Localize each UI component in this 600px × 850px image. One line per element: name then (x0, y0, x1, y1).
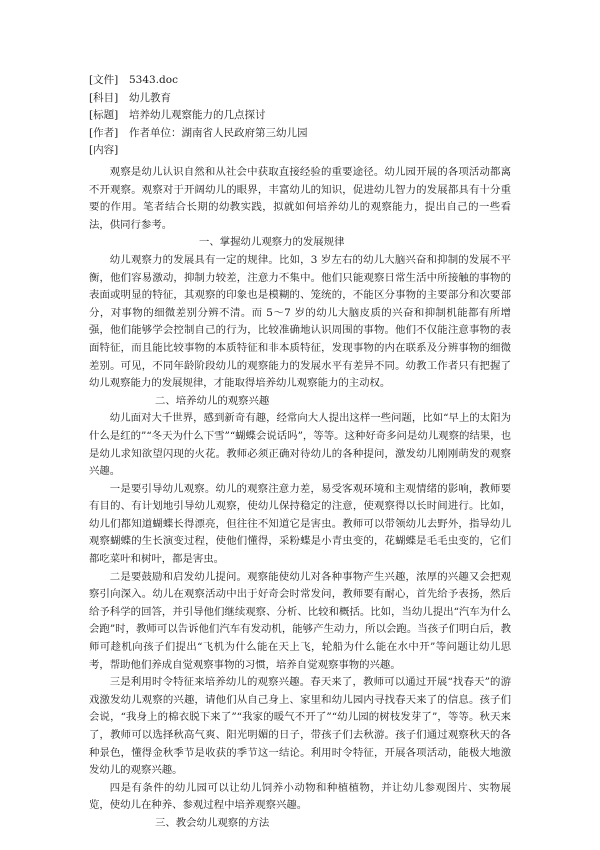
meta-file-key: [文件] (89, 74, 119, 86)
section-2-paragraph-4: 三是利用时令特征来培养幼儿的观察兴趣。春天来了，教师可以通过开展“找春天”的游戏激发幼儿观察的兴趣，请他们从自己身上、家里和幼儿园内寻找春天来了的信息。孩子们会说，“我身上的棉衣脱下来了”“我家的暖气不开了”“幼儿园的树枝发芽了”，等等。秋天来了，教师可以选择秋高气爽、阳光明媚的日子，带孩子们去秋游。孩子们通过观察秋天的各种景色，懂得金秋季节是收获的季节这一结论。利用时令特征，开展各项活动，能极大地激发幼儿的观察兴趣。 (89, 676, 511, 777)
section-2-paragraph-3: 二是要鼓励和启发幼儿提问。观察能使幼儿对各种事物产生兴趣，浓厚的兴趣又会把观察引向深入。幼儿在观察活动中出于好奇会时常发问，教师要有耐心，首先给予表扬，然后给予科学的回答，并引导他们继续观察、分析、比较和概括。比如，当幼儿提出“汽车为什么会跑”时，教师可以告诉他们汽车有发动机，能够产生动力，所以会跑。当孩子们明白后，教师可趁机向孩子们提出“飞机为什么能在天上飞，轮船为什么能在水中开”等问题让幼儿思考，帮助他们养成自觉观察事物的习惯，培养自觉观察事物的兴趣。 (89, 570, 511, 671)
section-3-heading: 三、教会幼儿观察的方法 (155, 816, 270, 829)
section-2-paragraph-1: 幼儿面对大千世界，感到新奇有趣，经常向大人提出这样一些问题，比如“早上的太阳为什么是红的”“冬天为什么下雪”“蝴蝶会说话吗”，等等。这种好奇多问是幼儿观察的结果，也是幼儿求知欲望闪现的火花。教师必须正确对待幼儿的各种提问，激发幼儿刚刚萌发的观察兴趣。 (89, 412, 511, 478)
section-1-heading: 一、掌握幼儿观察力的发展规律 (199, 236, 345, 249)
meta-title-value: 培养幼儿观察能力的几点探讨 (129, 109, 266, 121)
meta-file-value: 5343.doc (129, 74, 178, 86)
meta-title-key: [标题] (89, 109, 119, 121)
article-body (89, 164, 511, 833)
meta-subject-row (89, 90, 308, 108)
meta-author-row (89, 125, 308, 143)
meta-subject-key: [科目] (89, 91, 119, 104)
meta-file-row (89, 72, 308, 90)
meta-title-row (89, 107, 308, 125)
meta-subject-value: 幼儿教育 (129, 91, 171, 104)
section-2-paragraph-5: 四是有条件的幼儿园可以让幼儿饲养小动物和种植植物，并让幼儿参观图片、实物展览，使幼儿在种养、参观过程中培养观察兴趣。 (89, 781, 511, 812)
section-2-paragraph-2: 一是要引导幼儿观察。幼儿的观察注意力差，易受客观环境和主观情绪的影响，教师要有目的、有计划地引导幼儿观察，使幼儿保持稳定的注意，使观察得以长时间进行。比如，幼儿们都知道蝴蝶长得漂亮，但往往不知道它是害虫。教师可以带领幼儿去野外，指导幼儿观察蝴蝶的生长演变过程，使他们懂得，采粉蝶是小青虫变的，花蝴蝶是毛毛虫变的，它们都吃菜叶和树叶，都是害虫。 (89, 482, 511, 566)
meta-author-value: 作者单位：湖南省人民政府第三幼儿园 (129, 126, 308, 139)
meta-author-key: [作者] (89, 126, 119, 139)
meta-content-key: [内容] (89, 144, 119, 156)
meta-content-row (89, 142, 308, 160)
section-2-heading: 二、培养幼儿的观察兴趣 (155, 394, 270, 407)
section-1-paragraph-1: 幼儿观察力的发展具有一定的规律。比如，3 岁左右的幼儿大脑兴奋和抑制的发展不平衡，他们容易激动，抑制力较差，注意力不集中。他们只能观察日常生活中所接触的事物的表面或明显的特征，其观察的印象也是模糊的、笼统的，不能区分事物的主要部分和次要部分，对事物的细微差别分辨不清。而 5～7 岁的幼儿大脑皮质的兴奋和抑制机能都有所增强，他们能够学会控制自己的行为，比较准确地认识周围的事物。他们不仅能注意事物的表面特征，而且能比较事物的本质特征和非本质特征，发现事物的内在联系及分辨事物的细微差别。可见，不同年龄阶段幼儿的观察能力的发展水平有差异不同。幼教工作者只有把握了幼儿观察能力的发展规律，才能取得培养幼儿观察能力的主动权。 (89, 253, 511, 390)
document-metadata (89, 72, 308, 160)
intro-paragraph: 观察是幼儿认识自然和从社会中获取直接经验的重要途径。幼儿园开展的各项活动都离不开观察。观察对于开阔幼儿的眼界，丰富幼儿的知识，促进幼儿智力的发展都具有十分重要的作用。笔者结合长期的幼教实践，拟就如何培养幼儿的观察能力，提出自己的一些看法，供同行参考。 (89, 166, 511, 231)
